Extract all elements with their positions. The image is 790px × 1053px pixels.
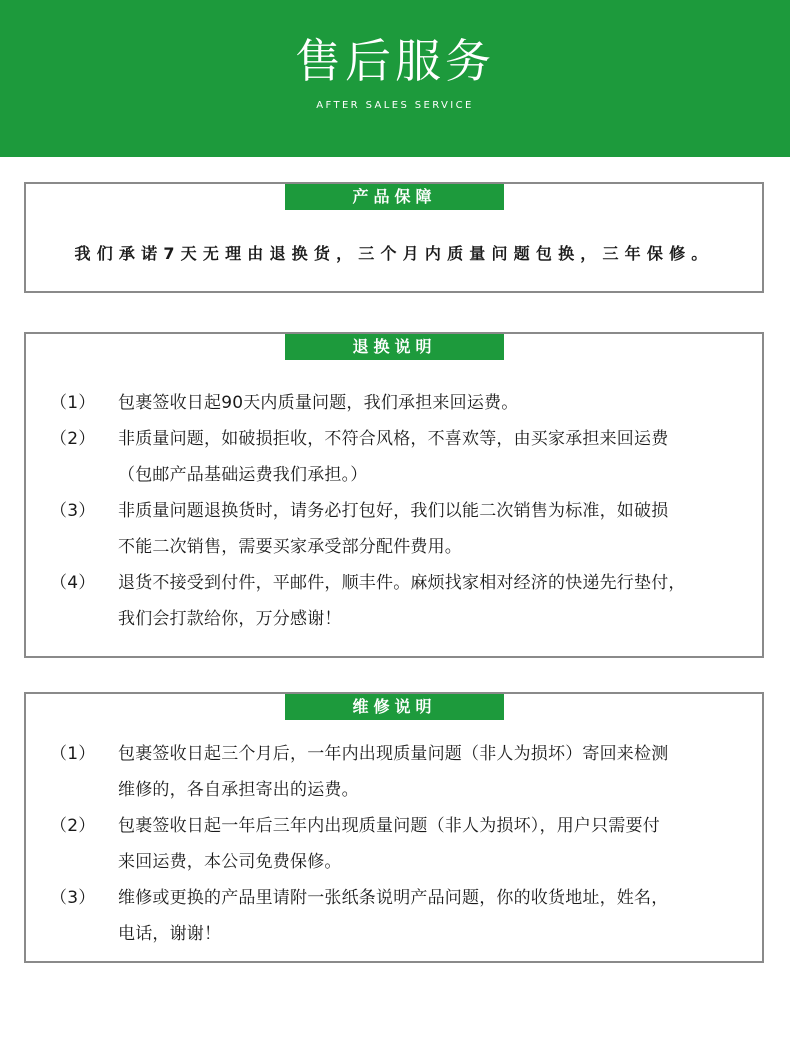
- item-text: 包裹签收日起一年后三年内出现质量问题（非人为损坏），用户只需要付: [118, 816, 660, 836]
- guarantee-text: 我们承诺7天无理由退换货，三个月内质量问题包换，三年保修。: [74, 244, 714, 263]
- list-item: [50, 421, 750, 493]
- returns-section: [24, 332, 764, 658]
- list-item: [50, 493, 750, 565]
- item-text: 非质量问题退换货时，请务必打包好，我们以能二次销售为标准，如破损: [118, 501, 669, 521]
- repair-label: 维修说明: [285, 694, 504, 720]
- item-text: 维修或更换的产品里请附一张纸条说明产品问题，你的收货地址，姓名，: [118, 888, 669, 908]
- list-item: [50, 736, 750, 808]
- item-text-continued: 来回运费，本公司免费保修。: [118, 852, 342, 872]
- item-text-continued: 电话，谢谢！: [118, 924, 222, 944]
- item-text: 包裹签收日起三个月后，一年内出现质量问题（非人为损坏）寄回来检测: [118, 744, 669, 764]
- item-number: （1）: [50, 744, 96, 764]
- guarantee-section: [24, 182, 764, 293]
- item-number: （1）: [50, 393, 96, 413]
- returns-list: [50, 385, 750, 637]
- item-text: 退货不接受到付件，平邮件，顺丰件。麻烦找家相对经济的快递先行垫付，: [118, 573, 686, 593]
- item-number: （3）: [50, 888, 96, 908]
- repair-list: [50, 736, 750, 952]
- repair-section: [24, 692, 764, 963]
- item-text-continued: 维修的，各自承担寄出的运费。: [118, 780, 359, 800]
- list-item: [50, 880, 750, 952]
- item-text-continued: 我们会打款给你，万分感谢！: [118, 609, 342, 629]
- item-text: 非质量问题，如破损拒收，不符合风格，不喜欢等，由买家承担来回运费: [118, 429, 669, 449]
- item-text: 包裹签收日起90天内质量问题，我们承担来回运费。: [118, 393, 519, 413]
- page-title: 售后服务: [295, 34, 495, 88]
- list-item: [50, 385, 750, 421]
- item-text-continued: 不能二次销售，需要买家承受部分配件费用。: [118, 537, 462, 557]
- item-number: （3）: [50, 501, 96, 521]
- list-item: [50, 808, 750, 880]
- item-number: （4）: [50, 573, 96, 593]
- guarantee-label: 产品保障: [285, 184, 504, 210]
- item-number: （2）: [50, 429, 96, 449]
- item-text-continued: （包邮产品基础运费我们承担。）: [118, 465, 368, 485]
- page-header: [0, 0, 790, 157]
- list-item: [50, 565, 750, 637]
- page-subtitle: AFTER SALES SERVICE: [316, 100, 474, 111]
- returns-label: 退换说明: [285, 334, 504, 360]
- item-number: （2）: [50, 816, 96, 836]
